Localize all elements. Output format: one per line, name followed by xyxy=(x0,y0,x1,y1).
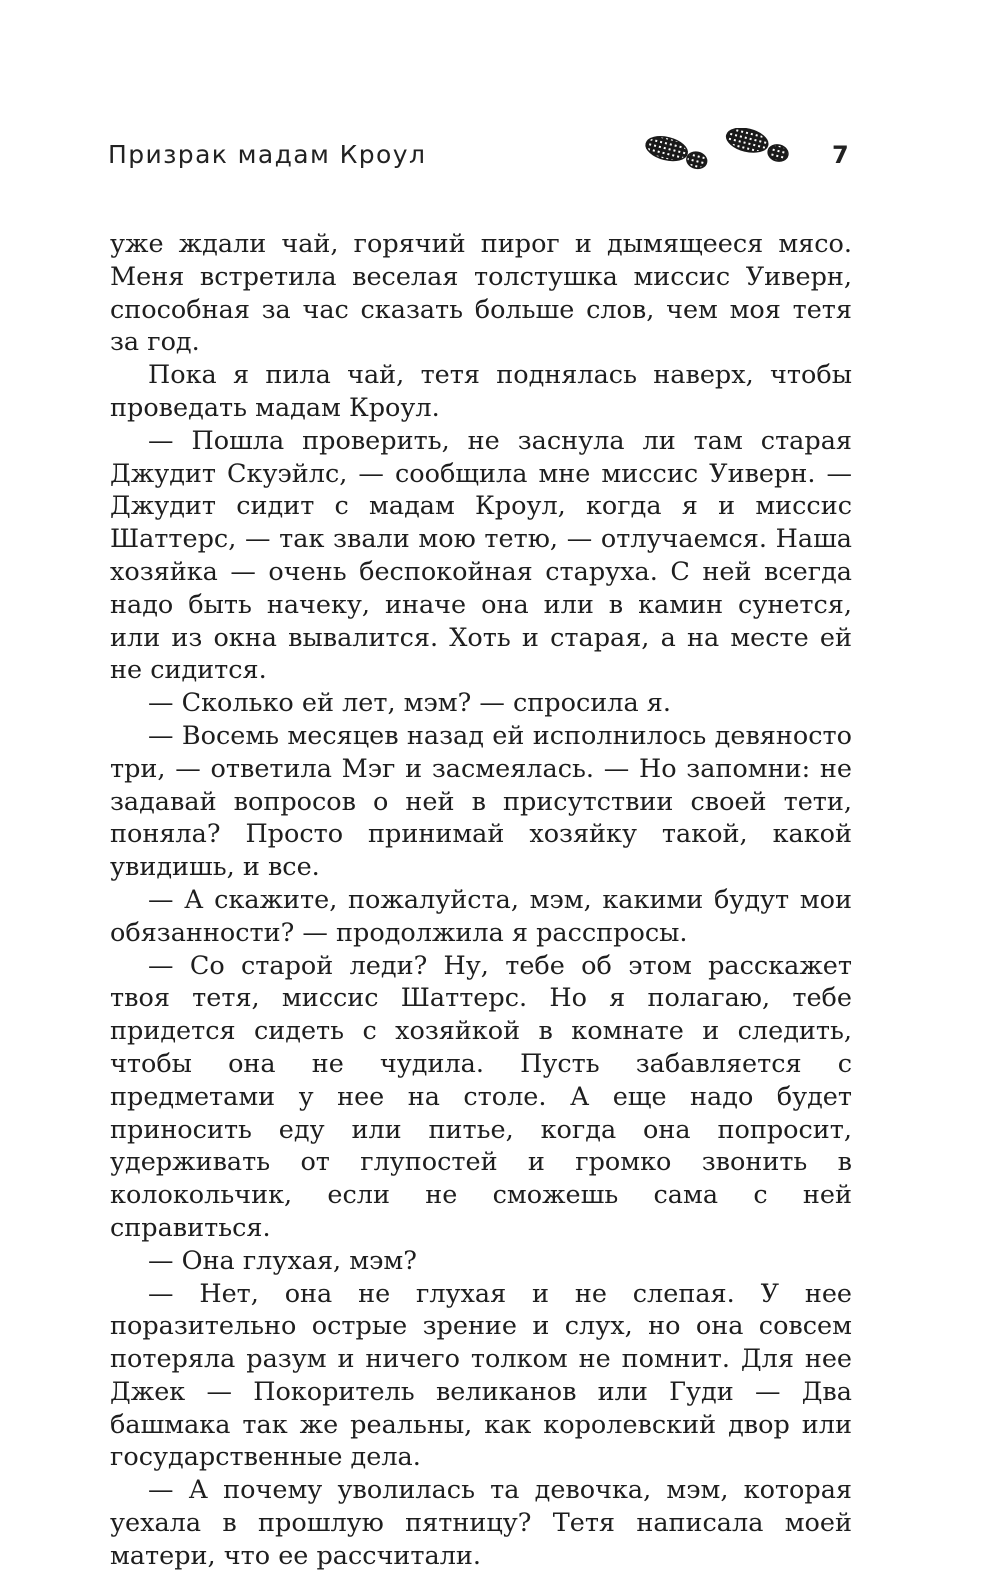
paragraph: — Сколько ей лет, мэм? — спросила я. xyxy=(148,688,671,719)
paragraph: уже ждали чай, горячий пирог и дымящееся мясо. Меня встретила веселая толстушка миссис Уиверн, способная за час сказать больше слов, чем моя тетя за год. xyxy=(110,229,852,358)
body-text xyxy=(110,228,852,1573)
paragraph: — А скажите, пожалуйста, мэм, какими будут мои обязанности? — продолжила я расспросы. xyxy=(110,884,852,948)
running-title: Призрак мадам Кроул xyxy=(108,140,427,169)
paragraph: — Нет, она не глухая и не слепая. У нее поразительно острые зрение и слух, но она совсем потеряла разум и ничего толком не помнит. Для нее Джек — Покоритель великанов или Гуди — Два башмака так же реальны, как королевский двор или государственные дела. xyxy=(110,1278,852,1473)
paragraph: — Пошла проверить, не заснула ли там старая Джудит Скуэйлс, — сообщила мне миссис Уиверн. — Джудит сидит с мадам Кроул, когда я и миссис Шаттерс, — так звали мою тетю, — отлучаемся. Наша хозяйка — очень беспокойная старуха. С ней всегда надо быть начеку, иначе она или в камин сунется, или из окна вывалится. Хоть и старая, а на месте ей не сидится. xyxy=(110,425,852,686)
page-number: 7 xyxy=(832,141,849,169)
paragraph: — Она глухая, мэм? xyxy=(148,1245,417,1276)
paragraph: — Со старой леди? Ну, тебе об этом расскажет твоя тетя, миссис Шаттерс. Но я полагаю, тебе придется сидеть с хозяйкой в комнате и следить, чтобы она не чудила. Пусть забавляется с предметами у нее на столе. А еще надо будет приносить еду или питье, когда она попросит, удерживать от глупостей и громко звонить в колокольчик, если не сможешь сама с ней справиться. xyxy=(110,950,852,1243)
paragraph: Пока я пила чай, тетя поднялась наверх, чтобы проведать мадам Кроул. xyxy=(110,360,852,423)
paragraph: — А почему уволилась та девочка, мэм, которая уехала в прошлую пятницу? Тетя написала моей матери, что ее рассчитали. xyxy=(110,1475,852,1571)
paragraph: — Восемь месяцев назад ей исполнилось девяносто три, — ответила Мэг и засмеялась. — Но запомни: не задавай вопросов о ней в присутствии своей тети, поняла? Просто принимай хозяйку такой, какой увидишь, и все. xyxy=(110,720,852,883)
footprints-icon xyxy=(642,128,800,174)
